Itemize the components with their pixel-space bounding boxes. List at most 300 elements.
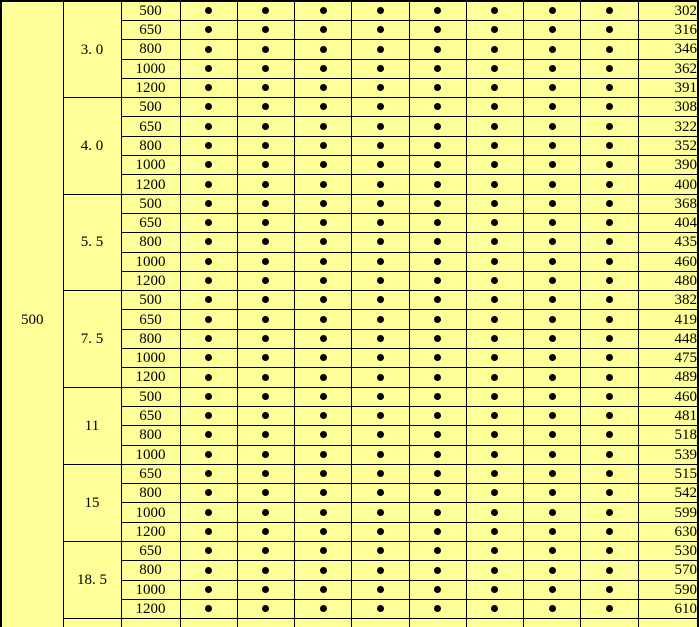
bullet-cell (581, 98, 638, 117)
bullet-cell (295, 599, 352, 618)
bullet-dot-icon (434, 509, 441, 516)
bullet-cell (295, 252, 352, 271)
bullet-cell (581, 271, 638, 290)
bullet-dot-icon (549, 103, 556, 110)
bullet-dot-icon (491, 489, 498, 496)
bullet-cell (180, 291, 237, 310)
bullet-dot-icon (606, 7, 613, 14)
bullet-cell (466, 117, 523, 136)
bullet-dot-icon (491, 354, 498, 361)
bullet-dot-icon (320, 142, 327, 149)
bullet-cell (409, 233, 466, 252)
bullet-dot-icon (491, 586, 498, 593)
bullet-dot-icon (377, 528, 384, 535)
bullet-dot-icon (549, 277, 556, 284)
bullet-cell (581, 349, 638, 368)
bullet-cell (409, 561, 466, 580)
bullet-cell (180, 542, 237, 561)
bullet-dot-icon (606, 354, 613, 361)
bullet-cell (237, 522, 294, 541)
bullet-dot-icon (320, 335, 327, 342)
size-cell: 1200 (121, 368, 180, 387)
bullet-dot-icon (606, 374, 613, 381)
value-cell: 481 (638, 406, 698, 425)
bullet-dot-icon (549, 586, 556, 593)
bullet-dot-icon (491, 142, 498, 149)
bullet-cell (295, 40, 352, 59)
size-cell: 500 (121, 1, 180, 21)
size-cell: 800 (121, 484, 180, 503)
bullet-cell (581, 21, 638, 40)
bullet-cell (180, 368, 237, 387)
bullet-cell (352, 59, 409, 78)
bullet-cell (237, 156, 294, 175)
bullet-cell (524, 368, 581, 387)
bullet-cell (524, 522, 581, 541)
bullet-dot-icon (205, 316, 212, 323)
bullet-dot-icon (262, 412, 269, 419)
bullet-dot-icon (491, 46, 498, 53)
bullet-cell (180, 21, 237, 40)
bullet-dot-icon (606, 489, 613, 496)
bullet-cell (237, 21, 294, 40)
bullet-dot-icon (262, 354, 269, 361)
bullet-cell (524, 78, 581, 97)
bullet-dot-icon (205, 354, 212, 361)
bullet-dot-icon (549, 335, 556, 342)
bullet-cell (352, 78, 409, 97)
bullet-dot-icon (434, 316, 441, 323)
bullet-cell (237, 561, 294, 580)
bullet-dot-icon (205, 238, 212, 245)
bullet-dot-icon (491, 219, 498, 226)
bullet-cell (237, 580, 294, 599)
size-cell: 650 (121, 406, 180, 425)
bullet-cell (466, 310, 523, 329)
bullet-dot-icon (549, 567, 556, 574)
bullet-dot-icon (262, 335, 269, 342)
bullet-dot-icon (377, 393, 384, 400)
bullet-dot-icon (491, 412, 498, 419)
bullet-cell (295, 1, 352, 21)
bullet-cell (352, 1, 409, 21)
bullet-dot-icon (377, 470, 384, 477)
bullet-dot-icon (262, 181, 269, 188)
bullet-cell (237, 59, 294, 78)
bullet-cell (581, 329, 638, 348)
bullet-dot-icon (491, 296, 498, 303)
value-cell: 599 (638, 503, 698, 522)
bullet-dot-icon (320, 354, 327, 361)
bullet-cell (237, 310, 294, 329)
bullet-cell (295, 561, 352, 580)
bullet-cell (237, 40, 294, 59)
value-cell: 542 (638, 484, 698, 503)
bullet-dot-icon (491, 258, 498, 265)
group-label-cell-next (63, 619, 121, 627)
bullet-dot-icon (606, 142, 613, 149)
bullet-dot-icon (320, 46, 327, 53)
bullet-dot-icon (262, 142, 269, 149)
bullet-cell (581, 406, 638, 425)
bullet-dot-icon (320, 509, 327, 516)
bullet-cell (180, 156, 237, 175)
bullet-cell (409, 445, 466, 464)
bullet-dot-icon (434, 547, 441, 554)
bullet-cell (295, 522, 352, 541)
bullet-dot-icon (549, 142, 556, 149)
size-cell: 1000 (121, 252, 180, 271)
bullet-cell (524, 503, 581, 522)
bullet-dot-icon (262, 219, 269, 226)
value-cell: 368 (638, 194, 698, 213)
bullet-dot-icon (205, 547, 212, 554)
bullet-cell (180, 406, 237, 425)
bullet-cell (466, 271, 523, 290)
bullet-cell (409, 98, 466, 117)
bullet-dot-icon (434, 296, 441, 303)
bullet-cell (581, 599, 638, 618)
value-cell (638, 619, 698, 627)
bullet-cell (295, 310, 352, 329)
bullet-dot-icon (320, 277, 327, 284)
bullet-dot-icon (549, 26, 556, 33)
bullet-dot-icon (549, 431, 556, 438)
bullet-dot-icon (434, 567, 441, 574)
bullet-cell (237, 542, 294, 561)
bullet-dot-icon (205, 7, 212, 14)
bullet-cell (409, 156, 466, 175)
size-cell (121, 619, 180, 627)
bullet-cell (352, 40, 409, 59)
bullet-cell (180, 78, 237, 97)
bullet-cell (295, 503, 352, 522)
bullet-dot-icon (434, 393, 441, 400)
value-cell: 391 (638, 78, 698, 97)
bullet-cell (295, 445, 352, 464)
bullet-dot-icon (320, 258, 327, 265)
bullet-cell (352, 291, 409, 310)
bullet-cell (352, 368, 409, 387)
bullet-dot-icon (205, 103, 212, 110)
bullet-dot-icon (320, 26, 327, 33)
bullet-cell (237, 252, 294, 271)
bullet-dot-icon (320, 65, 327, 72)
bullet-dot-icon (205, 142, 212, 149)
size-cell: 500 (121, 291, 180, 310)
bullet-cell (466, 368, 523, 387)
group-label-cell-6: 18. 5 (63, 542, 121, 619)
bullet-cell (581, 291, 638, 310)
bullet-cell (409, 136, 466, 155)
bullet-dot-icon (434, 277, 441, 284)
bullet-cell (409, 310, 466, 329)
bullet-dot-icon (434, 238, 441, 245)
bullet-cell (581, 619, 638, 627)
bullet-cell (295, 156, 352, 175)
bullet-dot-icon (377, 431, 384, 438)
bullet-dot-icon (205, 586, 212, 593)
bullet-cell (581, 464, 638, 483)
size-cell: 800 (121, 426, 180, 445)
bullet-dot-icon (434, 181, 441, 188)
bullet-cell (466, 1, 523, 21)
bullet-dot-icon (491, 238, 498, 245)
bullet-cell (352, 619, 409, 627)
bullet-cell (581, 522, 638, 541)
bullet-dot-icon (549, 470, 556, 477)
bullet-dot-icon (377, 586, 384, 593)
bullet-cell (409, 252, 466, 271)
bullet-cell (295, 542, 352, 561)
bullet-cell (524, 194, 581, 213)
bullet-cell (352, 445, 409, 464)
bullet-cell (295, 136, 352, 155)
bullet-dot-icon (434, 354, 441, 361)
bullet-cell (466, 59, 523, 78)
bullet-cell (180, 233, 237, 252)
bullet-dot-icon (262, 567, 269, 574)
bullet-dot-icon (491, 567, 498, 574)
bullet-dot-icon (377, 451, 384, 458)
bullet-dot-icon (491, 200, 498, 207)
bullet-cell (524, 233, 581, 252)
bullet-dot-icon (606, 161, 613, 168)
bullet-cell (352, 522, 409, 541)
bullet-dot-icon (434, 470, 441, 477)
bullet-cell (466, 599, 523, 618)
bullet-cell (180, 580, 237, 599)
group-label-cell-1: 4. 0 (63, 98, 121, 194)
bullet-cell (352, 194, 409, 213)
bullet-dot-icon (549, 547, 556, 554)
bullet-cell (409, 503, 466, 522)
bullet-dot-icon (606, 451, 613, 458)
size-cell: 800 (121, 233, 180, 252)
bullet-cell (581, 156, 638, 175)
bullet-cell (409, 291, 466, 310)
size-cell: 500 (121, 98, 180, 117)
table-row (1, 194, 698, 213)
bullet-cell (237, 271, 294, 290)
bullet-dot-icon (606, 200, 613, 207)
bullet-cell (581, 78, 638, 97)
size-cell: 650 (121, 542, 180, 561)
bullet-cell (581, 561, 638, 580)
bullet-dot-icon (549, 393, 556, 400)
bullet-dot-icon (377, 258, 384, 265)
value-cell: 610 (638, 599, 698, 618)
bullet-cell (295, 21, 352, 40)
bullet-dot-icon (491, 161, 498, 168)
value-cell: 530 (638, 542, 698, 561)
bullet-cell (466, 252, 523, 271)
bullet-dot-icon (205, 470, 212, 477)
bullet-dot-icon (491, 103, 498, 110)
size-cell: 1000 (121, 59, 180, 78)
bullet-cell (581, 213, 638, 232)
bullet-dot-icon (491, 65, 498, 72)
bullet-cell (581, 136, 638, 155)
size-cell: 1000 (121, 580, 180, 599)
bullet-dot-icon (320, 393, 327, 400)
partial-next-row (1, 619, 698, 627)
size-cell: 1200 (121, 599, 180, 618)
bullet-dot-icon (205, 528, 212, 535)
bullet-dot-icon (549, 65, 556, 72)
bullet-dot-icon (205, 200, 212, 207)
bullet-dot-icon (320, 296, 327, 303)
bullet-cell (180, 329, 237, 348)
bullet-dot-icon (377, 412, 384, 419)
size-cell: 1000 (121, 503, 180, 522)
group-label-cell-0: 3. 0 (63, 1, 121, 98)
bullet-cell (581, 368, 638, 387)
bullet-cell (409, 271, 466, 290)
bullet-cell (295, 406, 352, 425)
bullet-cell (237, 98, 294, 117)
bullet-dot-icon (549, 123, 556, 130)
bullet-dot-icon (606, 296, 613, 303)
bullet-cell (524, 59, 581, 78)
bullet-dot-icon (434, 46, 441, 53)
size-cell: 800 (121, 561, 180, 580)
bullet-dot-icon (549, 412, 556, 419)
bullet-cell (352, 98, 409, 117)
value-cell: 390 (638, 156, 698, 175)
bullet-cell (352, 349, 409, 368)
bullet-dot-icon (320, 374, 327, 381)
bullet-cell (409, 542, 466, 561)
value-cell: 570 (638, 561, 698, 580)
size-cell: 650 (121, 464, 180, 483)
bullet-cell (295, 329, 352, 348)
bullet-cell (295, 175, 352, 194)
value-cell: 489 (638, 368, 698, 387)
value-cell: 419 (638, 310, 698, 329)
bullet-dot-icon (262, 528, 269, 535)
bullet-dot-icon (262, 258, 269, 265)
bullet-cell (237, 329, 294, 348)
bullet-dot-icon (262, 547, 269, 554)
bullet-cell (180, 522, 237, 541)
bullet-dot-icon (377, 26, 384, 33)
bullet-dot-icon (606, 470, 613, 477)
bullet-cell (237, 368, 294, 387)
bullet-dot-icon (491, 509, 498, 516)
bullet-cell (409, 426, 466, 445)
bullet-cell (409, 1, 466, 21)
bullet-dot-icon (377, 354, 384, 361)
bullet-cell (295, 484, 352, 503)
bullet-cell (524, 619, 581, 627)
value-cell: 322 (638, 117, 698, 136)
bullet-cell (466, 194, 523, 213)
bullet-dot-icon (606, 258, 613, 265)
table-row (1, 1, 698, 21)
value-cell: 435 (638, 233, 698, 252)
bullet-cell (524, 484, 581, 503)
bullet-cell (237, 349, 294, 368)
bullet-cell (295, 271, 352, 290)
bullet-cell (180, 194, 237, 213)
bullet-cell (237, 213, 294, 232)
bullet-cell (409, 464, 466, 483)
bullet-cell (237, 464, 294, 483)
bullet-dot-icon (491, 335, 498, 342)
bullet-dot-icon (549, 46, 556, 53)
bullet-dot-icon (549, 200, 556, 207)
table-row (1, 464, 698, 483)
bullet-cell (524, 117, 581, 136)
bullet-dot-icon (320, 219, 327, 226)
bullet-dot-icon (434, 103, 441, 110)
bullet-cell (524, 98, 581, 117)
bullet-cell (180, 1, 237, 21)
bullet-cell (524, 445, 581, 464)
size-cell: 1000 (121, 349, 180, 368)
bullet-dot-icon (434, 84, 441, 91)
bullet-cell (466, 98, 523, 117)
bullet-cell (180, 213, 237, 232)
bullet-cell (409, 368, 466, 387)
bullet-dot-icon (491, 7, 498, 14)
bullet-cell (295, 464, 352, 483)
bullet-cell (409, 213, 466, 232)
bullet-dot-icon (262, 489, 269, 496)
bullet-cell (352, 310, 409, 329)
bullet-cell (524, 175, 581, 194)
bullet-cell (524, 40, 581, 59)
bullet-dot-icon (320, 200, 327, 207)
bullet-cell (581, 503, 638, 522)
bullet-cell (466, 464, 523, 483)
size-cell: 1000 (121, 445, 180, 464)
bullet-cell (352, 426, 409, 445)
bullet-dot-icon (262, 7, 269, 14)
bullet-dot-icon (491, 470, 498, 477)
bullet-cell (180, 349, 237, 368)
bullet-dot-icon (262, 46, 269, 53)
bullet-cell (524, 291, 581, 310)
value-cell: 460 (638, 252, 698, 271)
size-cell: 650 (121, 310, 180, 329)
bullet-dot-icon (320, 567, 327, 574)
bullet-dot-icon (491, 316, 498, 323)
bullet-dot-icon (377, 567, 384, 574)
bullet-dot-icon (320, 586, 327, 593)
bullet-dot-icon (262, 374, 269, 381)
bullet-cell (409, 599, 466, 618)
bullet-cell (524, 426, 581, 445)
bullet-dot-icon (205, 296, 212, 303)
bullet-cell (352, 233, 409, 252)
value-cell: 362 (638, 59, 698, 78)
bullet-dot-icon (549, 489, 556, 496)
bullet-dot-icon (549, 258, 556, 265)
bullet-cell (524, 387, 581, 406)
bullet-cell (581, 426, 638, 445)
bullet-dot-icon (377, 103, 384, 110)
bullet-dot-icon (377, 161, 384, 168)
bullet-dot-icon (606, 586, 613, 593)
bullet-dot-icon (549, 238, 556, 245)
bullet-dot-icon (377, 489, 384, 496)
bullet-dot-icon (262, 65, 269, 72)
value-cell: 539 (638, 445, 698, 464)
bullet-dot-icon (549, 7, 556, 14)
bullet-dot-icon (491, 374, 498, 381)
